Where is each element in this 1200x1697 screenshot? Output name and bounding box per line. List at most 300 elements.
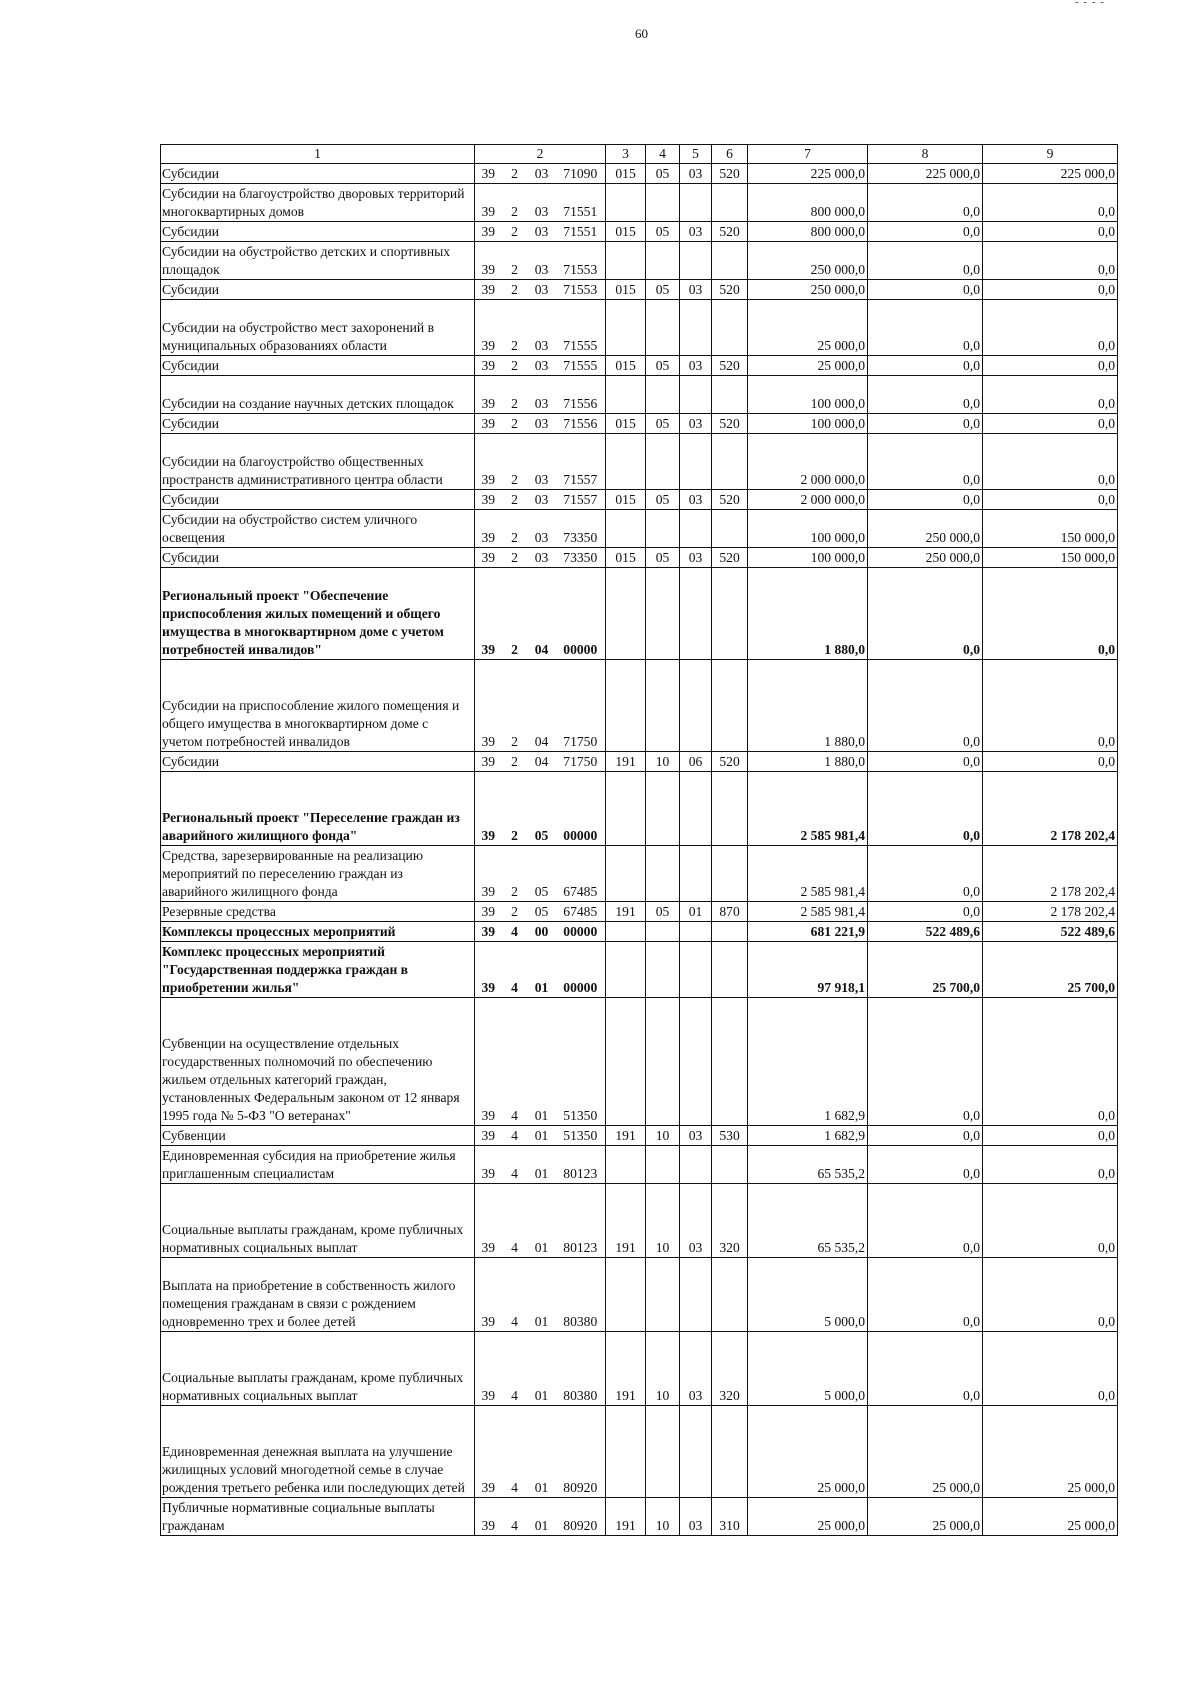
cell-col3 <box>606 1258 646 1332</box>
cell-col9: 0,0 <box>983 660 1118 752</box>
table-row <box>161 772 1118 846</box>
cell-col3: 015 <box>606 548 646 568</box>
cell-c3: 05 <box>528 902 556 922</box>
cell-c1: 39 <box>475 568 502 660</box>
cell-col3 <box>606 300 646 356</box>
cell-c2: 2 <box>502 184 528 222</box>
cell-col4 <box>646 772 680 846</box>
cell-name: Региональный проект "Переселение граждан из аварийного жилищного фонда" <box>161 772 475 846</box>
cell-col3 <box>606 922 646 942</box>
cell-col7: 1 682,9 <box>748 1126 868 1146</box>
cell-col3 <box>606 510 646 548</box>
cell-c2: 2 <box>502 548 528 568</box>
cell-name: Субсидии <box>161 164 475 184</box>
cell-col9: 25 000,0 <box>983 1406 1118 1498</box>
cell-col7: 25 000,0 <box>748 356 868 376</box>
cell-c3: 03 <box>528 434 556 490</box>
cell-col4: 10 <box>646 1498 680 1536</box>
cell-c3: 03 <box>528 184 556 222</box>
cell-col9: 25 000,0 <box>983 1498 1118 1536</box>
cell-col4 <box>646 998 680 1126</box>
cell-c2: 4 <box>502 1126 528 1146</box>
cell-col4 <box>646 242 680 280</box>
cell-col8: 0,0 <box>868 242 983 280</box>
cell-c3: 03 <box>528 376 556 414</box>
cell-col3 <box>606 568 646 660</box>
header-col-5: 5 <box>680 145 712 164</box>
table-body <box>161 164 1118 1536</box>
cell-col9: 0,0 <box>983 1184 1118 1258</box>
cell-col6 <box>712 998 748 1126</box>
cell-c3: 03 <box>528 414 556 434</box>
cell-col4 <box>646 510 680 548</box>
cell-c1: 39 <box>475 164 502 184</box>
cell-col3: 015 <box>606 490 646 510</box>
cell-c1: 39 <box>475 998 502 1126</box>
cell-col8: 225 000,0 <box>868 164 983 184</box>
cell-col8: 0,0 <box>868 414 983 434</box>
table-row <box>161 942 1118 998</box>
cell-col9: 0,0 <box>983 1146 1118 1184</box>
cell-c2: 2 <box>502 434 528 490</box>
cell-col8: 0,0 <box>868 1184 983 1258</box>
cell-col6: 520 <box>712 164 748 184</box>
cell-name: Субсидии на создание научных детских площадок <box>161 376 475 414</box>
cell-name: Субсидии на благоустройство общественных пространств административного центра области <box>161 434 475 490</box>
cell-name: Резервные средства <box>161 902 475 922</box>
cell-col6 <box>712 184 748 222</box>
cell-name: Субсидии <box>161 280 475 300</box>
table-row <box>161 568 1118 660</box>
cell-c1: 39 <box>475 1332 502 1406</box>
cell-c3: 00 <box>528 922 556 942</box>
cell-col4: 05 <box>646 164 680 184</box>
header-col-8: 8 <box>868 145 983 164</box>
cell-c3: 01 <box>528 1184 556 1258</box>
cell-col9: 0,0 <box>983 568 1118 660</box>
cell-name: Субсидии <box>161 222 475 242</box>
cell-col7: 97 918,1 <box>748 942 868 998</box>
cell-c1: 39 <box>475 434 502 490</box>
cell-col7: 2 585 981,4 <box>748 846 868 902</box>
cell-name: Субвенции <box>161 1126 475 1146</box>
cell-col4 <box>646 1258 680 1332</box>
cell-col9: 2 178 202,4 <box>983 902 1118 922</box>
cell-col4 <box>646 1406 680 1498</box>
cell-col6 <box>712 510 748 548</box>
cell-col6 <box>712 300 748 356</box>
cell-col8: 25 000,0 <box>868 1406 983 1498</box>
header-col-7: 7 <box>748 145 868 164</box>
cell-name: Публичные нормативные социальные выплаты гражданам <box>161 1498 475 1536</box>
cell-col9: 0,0 <box>983 490 1118 510</box>
cell-col4 <box>646 300 680 356</box>
cell-col4 <box>646 434 680 490</box>
cell-col6 <box>712 660 748 752</box>
cell-c2: 2 <box>502 752 528 772</box>
cell-c3: 03 <box>528 300 556 356</box>
cell-c4: 80380 <box>556 1332 606 1406</box>
cell-col9: 0,0 <box>983 752 1118 772</box>
cell-c4: 80920 <box>556 1498 606 1536</box>
cell-col9: 0,0 <box>983 222 1118 242</box>
cell-c4: 51350 <box>556 998 606 1126</box>
cell-col5 <box>680 922 712 942</box>
cell-col9: 0,0 <box>983 998 1118 1126</box>
cell-c4: 71557 <box>556 434 606 490</box>
cell-c3: 05 <box>528 846 556 902</box>
cell-name: Комплекс процессных мероприятий "Государственная поддержка граждан в приобретении жилья" <box>161 942 475 998</box>
cell-c4: 00000 <box>556 772 606 846</box>
cell-name: Выплата на приобретение в собственность жилого помещения гражданам в связи с рождением одновременно трех и более детей <box>161 1258 475 1332</box>
cell-col3: 015 <box>606 222 646 242</box>
cell-c4: 67485 <box>556 902 606 922</box>
cell-c2: 2 <box>502 280 528 300</box>
cell-col6 <box>712 942 748 998</box>
cell-col6: 310 <box>712 1498 748 1536</box>
cell-col5: 03 <box>680 280 712 300</box>
cell-col4: 05 <box>646 548 680 568</box>
cell-col5 <box>680 846 712 902</box>
cell-col7: 800 000,0 <box>748 184 868 222</box>
cell-col7: 250 000,0 <box>748 242 868 280</box>
cell-col7: 1 880,0 <box>748 568 868 660</box>
cell-col8: 0,0 <box>868 660 983 752</box>
cell-c2: 2 <box>502 846 528 902</box>
cell-c2: 4 <box>502 1332 528 1406</box>
cell-col6 <box>712 242 748 280</box>
cell-col4 <box>646 568 680 660</box>
cell-c1: 39 <box>475 242 502 280</box>
cell-c3: 04 <box>528 752 556 772</box>
cell-col6: 320 <box>712 1332 748 1406</box>
table-row <box>161 356 1118 376</box>
cell-c4: 80920 <box>556 1406 606 1498</box>
cell-c4: 80123 <box>556 1184 606 1258</box>
cell-col7: 100 000,0 <box>748 510 868 548</box>
cell-c1: 39 <box>475 1258 502 1332</box>
cell-c4: 71557 <box>556 490 606 510</box>
cell-col7: 100 000,0 <box>748 376 868 414</box>
cell-c4: 71090 <box>556 164 606 184</box>
cell-col3 <box>606 376 646 414</box>
cell-name: Единовременная денежная выплата на улучшение жилищных условий многодетной семье в случае рождения третьего ребенка или последующих детей <box>161 1406 475 1498</box>
cell-c4: 00000 <box>556 922 606 942</box>
cell-col8: 0,0 <box>868 902 983 922</box>
cell-c2: 4 <box>502 1498 528 1536</box>
cell-col6: 870 <box>712 902 748 922</box>
table-row <box>161 300 1118 356</box>
cell-c3: 03 <box>528 222 556 242</box>
cell-c3: 03 <box>528 510 556 548</box>
header-col-1: 1 <box>161 145 475 164</box>
cell-c4: 71750 <box>556 752 606 772</box>
cell-col3 <box>606 434 646 490</box>
cell-c1: 39 <box>475 222 502 242</box>
cell-col3 <box>606 242 646 280</box>
cell-c1: 39 <box>475 902 502 922</box>
cell-c4: 73350 <box>556 548 606 568</box>
cell-col5 <box>680 1406 712 1498</box>
cell-col8: 0,0 <box>868 846 983 902</box>
cell-col3 <box>606 998 646 1126</box>
cell-c2: 2 <box>502 902 528 922</box>
cell-c2: 4 <box>502 1146 528 1184</box>
cell-c4: 00000 <box>556 942 606 998</box>
page-number: 60 <box>635 26 648 41</box>
cell-col5 <box>680 1258 712 1332</box>
table-row <box>161 164 1118 184</box>
cell-col6 <box>712 1258 748 1332</box>
table-row <box>161 222 1118 242</box>
cell-c1: 39 <box>475 490 502 510</box>
cell-col7: 25 000,0 <box>748 300 868 356</box>
cell-name: Субсидии на приспособление жилого помещения и общего имущества в многоквартирном доме с учетом потребностей инвалидов <box>161 660 475 752</box>
table-row <box>161 1498 1118 1536</box>
cell-c4: 71556 <box>556 376 606 414</box>
cell-c4: 71551 <box>556 184 606 222</box>
cell-c1: 39 <box>475 1146 502 1184</box>
cell-col3: 191 <box>606 1126 646 1146</box>
cell-col4 <box>646 376 680 414</box>
table-row <box>161 846 1118 902</box>
table-row <box>161 1184 1118 1258</box>
cell-col5: 03 <box>680 164 712 184</box>
cell-col5: 03 <box>680 1332 712 1406</box>
cell-c3: 01 <box>528 1332 556 1406</box>
cell-col9: 2 178 202,4 <box>983 772 1118 846</box>
cell-c4: 71555 <box>556 300 606 356</box>
cell-name: Социальные выплаты гражданам, кроме публичных нормативных социальных выплат <box>161 1184 475 1258</box>
cell-col8: 0,0 <box>868 1126 983 1146</box>
cell-col3 <box>606 184 646 222</box>
cell-c4: 71553 <box>556 242 606 280</box>
cell-col4: 10 <box>646 1126 680 1146</box>
cell-col3: 015 <box>606 164 646 184</box>
cell-col9: 0,0 <box>983 414 1118 434</box>
cell-col9: 0,0 <box>983 1126 1118 1146</box>
cell-col7: 25 000,0 <box>748 1406 868 1498</box>
cell-col8: 0,0 <box>868 1332 983 1406</box>
cell-c4: 71553 <box>556 280 606 300</box>
cell-c2: 2 <box>502 376 528 414</box>
cell-col5: 03 <box>680 222 712 242</box>
cell-col8: 0,0 <box>868 280 983 300</box>
table-row <box>161 1406 1118 1498</box>
cell-col3 <box>606 942 646 998</box>
cell-col8: 0,0 <box>868 568 983 660</box>
table-row <box>161 414 1118 434</box>
cell-c3: 01 <box>528 942 556 998</box>
table-row <box>161 242 1118 280</box>
table-row <box>161 1146 1118 1184</box>
cell-col6: 520 <box>712 490 748 510</box>
cell-col5: 01 <box>680 902 712 922</box>
cell-c2: 4 <box>502 922 528 942</box>
cell-col7: 2 000 000,0 <box>748 490 868 510</box>
cell-c3: 01 <box>528 1146 556 1184</box>
cell-col8: 250 000,0 <box>868 510 983 548</box>
cell-col3 <box>606 660 646 752</box>
cell-col9: 0,0 <box>983 434 1118 490</box>
table-row <box>161 660 1118 752</box>
cell-c1: 39 <box>475 1126 502 1146</box>
cell-name: Субсидии <box>161 356 475 376</box>
cell-name: Субсидии на обустройство систем уличного освещения <box>161 510 475 548</box>
table-row <box>161 434 1118 490</box>
cell-c1: 39 <box>475 1184 502 1258</box>
cell-c3: 01 <box>528 1406 556 1498</box>
cell-c3: 03 <box>528 356 556 376</box>
cell-name: Социальные выплаты гражданам, кроме публичных нормативных социальных выплат <box>161 1332 475 1406</box>
cell-c1: 39 <box>475 752 502 772</box>
cell-col6: 520 <box>712 222 748 242</box>
cell-name: Субсидии <box>161 548 475 568</box>
cell-col7: 5 000,0 <box>748 1258 868 1332</box>
cell-col5 <box>680 510 712 548</box>
cell-c3: 01 <box>528 1126 556 1146</box>
cell-col6: 520 <box>712 752 748 772</box>
table-row <box>161 1126 1118 1146</box>
cell-col8: 0,0 <box>868 1258 983 1332</box>
header-col-2: 2 <box>475 145 606 164</box>
cell-c1: 39 <box>475 660 502 752</box>
cell-col9: 0,0 <box>983 184 1118 222</box>
cell-c2: 2 <box>502 772 528 846</box>
cell-c4: 73350 <box>556 510 606 548</box>
cell-c2: 2 <box>502 568 528 660</box>
cell-col8: 0,0 <box>868 998 983 1126</box>
cell-c4: 71551 <box>556 222 606 242</box>
cell-c1: 39 <box>475 376 502 414</box>
cell-c3: 04 <box>528 660 556 752</box>
cell-col8: 0,0 <box>868 1146 983 1184</box>
cell-col8: 0,0 <box>868 222 983 242</box>
table-row <box>161 922 1118 942</box>
cell-col3: 015 <box>606 414 646 434</box>
cell-col4: 05 <box>646 902 680 922</box>
cell-col7: 100 000,0 <box>748 414 868 434</box>
cell-col4: 10 <box>646 1332 680 1406</box>
cell-c1: 39 <box>475 414 502 434</box>
table-row <box>161 752 1118 772</box>
cell-c4: 00000 <box>556 568 606 660</box>
cell-col6: 520 <box>712 356 748 376</box>
cell-col6: 530 <box>712 1126 748 1146</box>
cell-col8: 0,0 <box>868 772 983 846</box>
cell-name: Субвенции на осуществление отдельных государственных полномочий по обеспечению жильем отдельных категорий граждан, установленных Федеральным законом от 12 января 1995 года № 5-ФЗ "О ветеранах" <box>161 998 475 1126</box>
cell-c2: 2 <box>502 490 528 510</box>
cell-c2: 4 <box>502 942 528 998</box>
cell-col5: 03 <box>680 490 712 510</box>
cell-col4: 05 <box>646 490 680 510</box>
cell-col4: 05 <box>646 280 680 300</box>
cell-c3: 05 <box>528 772 556 846</box>
cell-col9: 0,0 <box>983 300 1118 356</box>
cell-col9: 150 000,0 <box>983 548 1118 568</box>
cell-c2: 2 <box>502 414 528 434</box>
cell-col9: 0,0 <box>983 242 1118 280</box>
cell-col3: 191 <box>606 902 646 922</box>
cell-name: Субсидии на благоустройство дворовых территорий многоквартирных домов <box>161 184 475 222</box>
cell-col8: 0,0 <box>868 752 983 772</box>
cell-col4 <box>646 1146 680 1184</box>
cell-col4 <box>646 922 680 942</box>
table-row <box>161 376 1118 414</box>
table-row <box>161 490 1118 510</box>
cell-col4: 10 <box>646 1184 680 1258</box>
cell-col3 <box>606 1406 646 1498</box>
header-col-6: 6 <box>712 145 748 164</box>
cell-name: Субсидии <box>161 490 475 510</box>
cell-col9: 150 000,0 <box>983 510 1118 548</box>
cell-name: Субсидии на обустройство мест захоронений в муниципальных образованиях области <box>161 300 475 356</box>
table-row <box>161 902 1118 922</box>
cell-col6 <box>712 376 748 414</box>
cell-c2: 2 <box>502 300 528 356</box>
cell-col3 <box>606 1146 646 1184</box>
cell-col4: 10 <box>646 752 680 772</box>
cell-col9: 522 489,6 <box>983 922 1118 942</box>
cell-name: Субсидии на обустройство детских и спортивных площадок <box>161 242 475 280</box>
cell-name: Комплексы процессных мероприятий <box>161 922 475 942</box>
cell-col9: 0,0 <box>983 1258 1118 1332</box>
cell-c1: 39 <box>475 1498 502 1536</box>
cell-col4: 05 <box>646 356 680 376</box>
cell-c3: 03 <box>528 242 556 280</box>
cell-c4: 71750 <box>556 660 606 752</box>
cell-col6 <box>712 1406 748 1498</box>
cell-col5 <box>680 242 712 280</box>
cell-col7: 2 000 000,0 <box>748 434 868 490</box>
cell-col8: 0,0 <box>868 434 983 490</box>
cell-col8: 0,0 <box>868 184 983 222</box>
cell-col7: 2 585 981,4 <box>748 902 868 922</box>
cell-c1: 39 <box>475 772 502 846</box>
cell-col8: 250 000,0 <box>868 548 983 568</box>
budget-table <box>160 144 1118 1536</box>
cell-col9: 0,0 <box>983 280 1118 300</box>
cell-name: Единовременная субсидия на приобретение жилья приглашенным специалистам <box>161 1146 475 1184</box>
cell-col8: 0,0 <box>868 300 983 356</box>
cell-col7: 2 585 981,4 <box>748 772 868 846</box>
cell-col5 <box>680 376 712 414</box>
cell-col9: 2 178 202,4 <box>983 846 1118 902</box>
cell-col6 <box>712 1146 748 1184</box>
header-col-4: 4 <box>646 145 680 164</box>
cell-col8: 0,0 <box>868 356 983 376</box>
cell-c2: 4 <box>502 1258 528 1332</box>
cell-col5 <box>680 942 712 998</box>
cell-c4: 71555 <box>556 356 606 376</box>
cell-col6 <box>712 434 748 490</box>
cell-col9: 25 700,0 <box>983 942 1118 998</box>
cell-name: Региональный проект "Обеспечение приспособления жилых помещений и общего имущества в многоквартирном доме с учетом потребностей инвалидов" <box>161 568 475 660</box>
cell-col6: 520 <box>712 414 748 434</box>
cell-c3: 01 <box>528 998 556 1126</box>
cell-col3 <box>606 772 646 846</box>
cell-c3: 03 <box>528 280 556 300</box>
corner-scan-mark: - - - - <box>1075 0 1105 8</box>
cell-col8: 25 000,0 <box>868 1498 983 1536</box>
cell-col7: 681 221,9 <box>748 922 868 942</box>
cell-col6 <box>712 568 748 660</box>
table-row <box>161 510 1118 548</box>
cell-c4: 67485 <box>556 846 606 902</box>
cell-col7: 250 000,0 <box>748 280 868 300</box>
cell-col3: 191 <box>606 1498 646 1536</box>
cell-col3: 191 <box>606 1332 646 1406</box>
